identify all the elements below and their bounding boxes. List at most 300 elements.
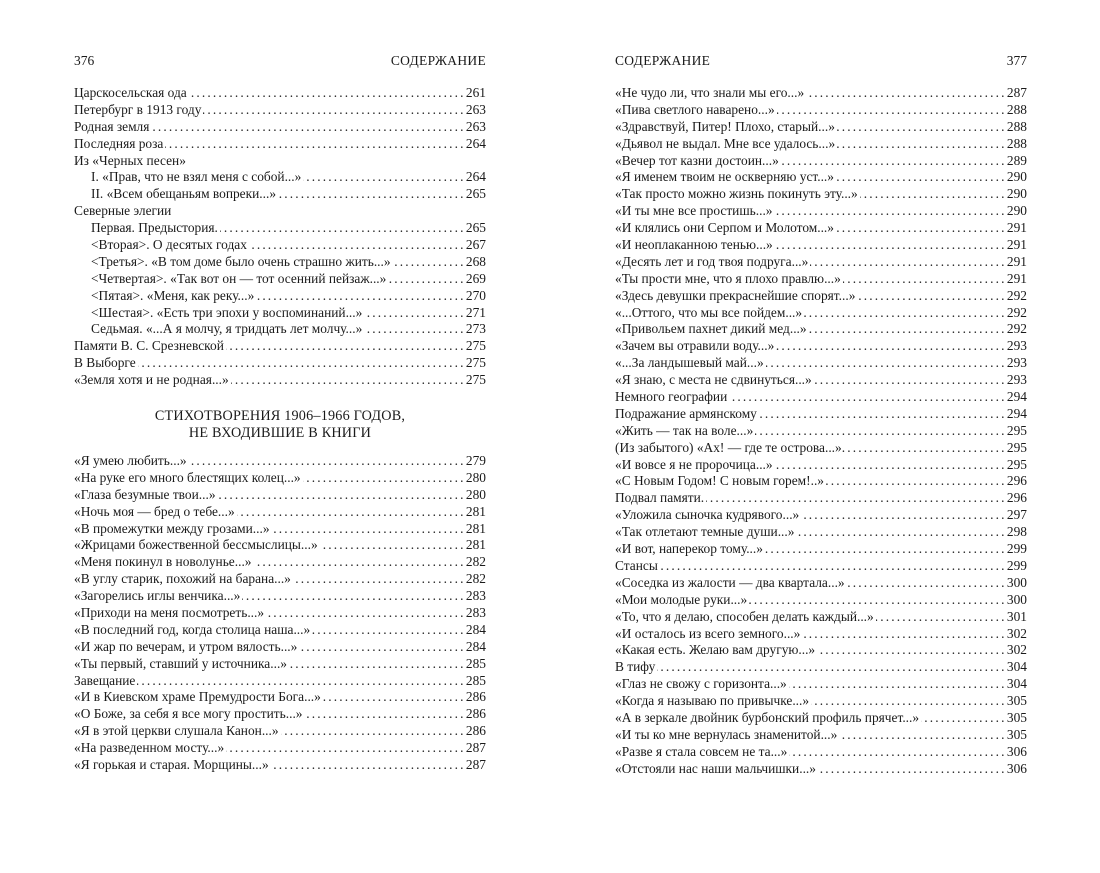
toc-entry-page: 293 (1006, 372, 1027, 388)
toc-entry-page: 288 (1006, 118, 1027, 134)
toc-entry (74, 355, 486, 372)
dot-leader (775, 457, 1004, 474)
toc-entry-title: «Так отлетают темные души...» (615, 524, 795, 540)
dot-leader (220, 220, 463, 237)
toc-entry-title: «А в зеркале двойник бурбонский профиль прячет...» (615, 709, 920, 725)
toc-entry-title: «Вечер тот казни достоин...» (615, 152, 779, 168)
toc-list (615, 85, 1027, 778)
toc-entry-title: «И жар по вечерам, и утром вялость...» (74, 638, 298, 654)
toc-entry (74, 453, 486, 470)
toc-entry-title: «В промежутки между грозами...» (74, 520, 270, 536)
toc-entry-title: «На руке его много блестящих колец...» (74, 469, 301, 485)
toc-entry (615, 406, 1027, 423)
toc-entry (615, 254, 1027, 271)
dot-leader (789, 744, 1004, 761)
toc-entry (615, 507, 1027, 524)
dot-leader (843, 271, 1004, 288)
dot-leader (254, 554, 463, 571)
toc-entry (74, 504, 486, 521)
toc-entry-page: 293 (1006, 338, 1027, 354)
dot-leader (303, 470, 463, 487)
toc-entry-title: «Ты первый, ставший у источника...» (74, 655, 287, 671)
toc-entry-page: 271 (465, 304, 486, 320)
toc-entry-title: «И ты ко мне вернулась знаменитой...» (615, 726, 838, 742)
toc-entry-page: 300 (1006, 574, 1027, 590)
dot-leader (860, 186, 1004, 203)
dot-leader (303, 169, 463, 186)
toc-entry-title: «Ночь моя — бред о тебе...» (74, 503, 235, 519)
toc-entry-title: «Здесь девушки прекраснейшие спорят...» (615, 287, 856, 303)
toc-entry-title: «Меня покинул в новолунье...» (74, 554, 252, 570)
section-title-line2: НЕ ВХОДИВШИЕ В КНИГИ (188, 425, 372, 441)
toc-entry (615, 169, 1027, 186)
toc-entry-page: 264 (465, 135, 486, 151)
toc-entry-title: «Когда я называю по привычке...» (615, 693, 810, 709)
toc-entry (74, 85, 486, 102)
dot-leader (237, 504, 463, 521)
toc-entry (74, 673, 486, 690)
toc-entry (615, 203, 1027, 220)
toc-entry-page: 287 (465, 757, 486, 773)
dot-leader (242, 588, 463, 605)
toc-entry (615, 355, 1027, 372)
dot-leader (281, 723, 463, 740)
toc-entry (615, 85, 1027, 102)
dot-leader (775, 237, 1004, 254)
toc-entry-title: «В последний год, когда столица наша...» (74, 621, 311, 637)
toc-entry-title: «Я знаю, с места не сдвинуться...» (615, 372, 812, 388)
toc-entry (74, 588, 486, 605)
toc-entry (615, 423, 1027, 440)
toc-entry-title: Подражание армянскому (615, 405, 757, 421)
dot-leader (837, 119, 1004, 136)
left-running-head (74, 53, 486, 71)
toc-entry-title: Завещание (74, 672, 136, 688)
toc-entry (74, 220, 486, 237)
toc-entry-title: «Глаз не свожу с горизонта...» (615, 676, 787, 692)
dot-leader (921, 710, 1004, 727)
toc-entry (74, 723, 486, 740)
dot-leader (839, 727, 1004, 744)
toc-group-heading (74, 153, 486, 170)
toc-entry (615, 389, 1027, 406)
toc-entry-title: Подвал памяти. (615, 490, 705, 506)
toc-entry (615, 102, 1027, 119)
toc-entry-title: «...Оттого, что мы все пойдем...» (615, 304, 803, 320)
toc-entry-page: 288 (1006, 135, 1027, 151)
toc-entry-page: 302 (1006, 642, 1027, 658)
toc-entry (615, 592, 1027, 609)
dot-leader (811, 693, 1004, 710)
toc-entry-page: 268 (465, 253, 486, 269)
toc-entry (74, 757, 486, 774)
toc-entry-page: 292 (1006, 304, 1027, 320)
toc-entry-page: 299 (1006, 541, 1027, 557)
toc-entry-title: Немного географии (615, 389, 728, 405)
toc-entry (74, 656, 486, 673)
toc-entry (615, 237, 1027, 254)
toc-entry (74, 622, 486, 639)
toc-entry-title: «Какая есть. Желаю вам другую...» (615, 642, 816, 658)
dot-leader (249, 237, 463, 254)
toc-entry-page: 295 (1006, 456, 1027, 472)
dot-leader (305, 706, 463, 723)
dot-leader (226, 740, 463, 757)
toc-list-section (74, 453, 486, 774)
toc-entry-page: 281 (465, 537, 486, 553)
dot-leader (729, 389, 1004, 406)
dot-leader (289, 656, 463, 673)
toc-entry-title: «О Боже, за себя я все могу простить...» (74, 706, 303, 722)
toc-entry-page: 287 (465, 740, 486, 756)
dot-leader (231, 372, 463, 389)
toc-entry-page: 286 (465, 706, 486, 722)
toc-entry-title: «Дьявол не выдал. Мне все удалось...» (615, 135, 836, 151)
toc-entry-page: 275 (465, 372, 486, 388)
right-running-head (615, 53, 1027, 71)
toc-entry-title: «Мои молодые руки...» (615, 591, 748, 607)
toc-entry-title: «Соседка из жалости — два квартала...» (615, 574, 845, 590)
toc-entry (74, 521, 486, 538)
dot-leader (256, 288, 463, 305)
toc-entry (615, 372, 1027, 389)
dot-leader (266, 605, 463, 622)
toc-entry-title: «Земля хотя и не родная...» (74, 372, 229, 388)
toc-entry (615, 744, 1027, 761)
toc-entry-title: Стансы (615, 557, 658, 573)
toc-entry-page: 281 (465, 503, 486, 519)
toc-entry-page: 275 (465, 355, 486, 371)
dot-leader (857, 288, 1004, 305)
toc-entry-page: 291 (1006, 220, 1027, 236)
dot-leader (802, 626, 1004, 643)
toc-entry-title: «Жить — так на воле...» (615, 422, 754, 438)
toc-entry-page: 302 (1006, 625, 1027, 641)
dot-leader (749, 592, 1004, 609)
toc-entry-page: 263 (465, 101, 486, 117)
toc-entry-title: «С Новым Годом! С новым горем!..» (615, 473, 824, 489)
toc-entry (74, 470, 486, 487)
toc-entry-title: Петербург в 1913 году (74, 101, 202, 117)
dot-leader (278, 186, 463, 203)
dot-leader (804, 305, 1004, 322)
page-number: 377 (1006, 53, 1027, 68)
dot-leader (706, 490, 1004, 507)
toc-entry-title: <Вторая>. О десятых годах (91, 237, 247, 253)
toc-entry (615, 186, 1027, 203)
toc-entry (615, 626, 1027, 643)
dot-leader (388, 271, 463, 288)
toc-entry (615, 321, 1027, 338)
toc-entry-title: «На разведенном мосту...» (74, 740, 225, 756)
toc-entry-title: «Я горькая и старая. Морщины...» (74, 757, 269, 773)
dot-leader (826, 473, 1004, 490)
dot-leader (151, 119, 463, 136)
toc-entry-page: 290 (1006, 186, 1027, 202)
toc-entry-title: «И осталось из всего земного...» (615, 625, 801, 641)
toc-entry-title: «Загорелись иглы венчика...» (74, 588, 241, 604)
toc-entry-page: 305 (1006, 693, 1027, 709)
toc-entry-page: 283 (465, 588, 486, 604)
toc-entry-page: 275 (465, 338, 486, 354)
toc-entry-title: «То, что я делаю, способен делать каждый...» (615, 608, 874, 624)
dot-leader (781, 153, 1004, 170)
toc-entry-page: 290 (1006, 169, 1027, 185)
dot-leader (137, 673, 463, 690)
toc-entry (615, 558, 1027, 575)
dot-leader (847, 440, 1004, 457)
toc-entry-title: «Приходи на меня посмотреть...» (74, 605, 265, 621)
toc-entry-title: В тифу (615, 659, 656, 675)
dot-leader (660, 558, 1004, 575)
toc-entry-title: «Привольем пахнет дикий мед...» (615, 321, 807, 337)
section-title-line1: СТИХОТВОРЕНИЯ 1906–1966 ГОДОВ, (154, 408, 406, 424)
toc-entry-page: 293 (1006, 355, 1027, 371)
toc-entry (615, 473, 1027, 490)
toc-entry (74, 321, 486, 338)
dot-leader (218, 487, 463, 504)
toc-entry-title: «Уложила сыночка кудрявого...» (615, 507, 800, 523)
running-title: СОДЕРЖАНИЕ (615, 53, 711, 68)
toc-entry (615, 490, 1027, 507)
toc-entry (74, 487, 486, 504)
toc-entry-title: (Из забытого) «Ах! — где те острова...». (615, 439, 846, 455)
dot-leader (836, 169, 1004, 186)
toc-entry (615, 457, 1027, 474)
toc-entry-title: Царскосельская ода (74, 85, 187, 100)
toc-entry (615, 693, 1027, 710)
toc-entry (74, 136, 486, 153)
toc-entry-title: «Я в этой церкви слушала Канон...» (74, 723, 279, 739)
dot-leader (776, 338, 1004, 355)
toc-entry-page: 282 (465, 554, 486, 570)
toc-entry (615, 271, 1027, 288)
toc-entry-page: 265 (465, 186, 486, 202)
toc-entry-title: «Отстояли нас наши мальчишки...» (615, 760, 816, 776)
toc-entry (615, 642, 1027, 659)
toc-entry-page: 269 (465, 270, 486, 286)
toc-entry-page: 285 (465, 672, 486, 688)
toc-entry-page: 304 (1006, 659, 1027, 675)
toc-entry-title: <Четвертая>. «Так вот он — тот осенний пейзаж...» (91, 270, 387, 286)
toc-entry-title: «И вот, наперекор тому...» (615, 541, 763, 557)
toc-entry-title: Первая. Предыстория. (91, 220, 218, 236)
toc-entry-title: «Ты прости мне, что я плохо правлю...» (615, 270, 841, 286)
toc-entry-page: 264 (465, 169, 486, 185)
toc-entry-title: <Пятая>. «Меня, как реку...» (91, 287, 255, 303)
dot-leader (847, 575, 1004, 592)
toc-entry-title: <Третья>. «В том доме было очень страшно жить...» (91, 253, 391, 269)
dot-leader (814, 372, 1004, 389)
toc-entry-page: 265 (465, 220, 486, 236)
running-title: СОДЕРЖАНИЕ (390, 53, 486, 68)
dot-leader (806, 85, 1004, 102)
toc-entry-title: «Я умею любить...» (74, 453, 187, 468)
toc-entry-title: Памяти В. С. Срезневской (74, 338, 224, 354)
toc-entry-page: 280 (465, 486, 486, 502)
toc-entry-page: 261 (465, 85, 486, 100)
dot-leader (299, 639, 463, 656)
toc-entry-page: 282 (465, 571, 486, 587)
toc-list-top (74, 85, 486, 389)
toc-entry-page: 294 (1006, 405, 1027, 421)
toc-entry (74, 254, 486, 271)
toc-entry-page: 300 (1006, 591, 1027, 607)
toc-entry-title: II. «Всем обещаньям вопреки...» (91, 186, 277, 202)
toc-entry-page: 292 (1006, 321, 1027, 337)
toc-entry-title: Последняя роза (74, 135, 164, 151)
dot-leader (320, 537, 463, 554)
toc-entry-page: 301 (1006, 608, 1027, 624)
toc-entry (74, 271, 486, 288)
toc-entry-page: 296 (1006, 490, 1027, 506)
toc-entry (74, 605, 486, 622)
toc-entry-title: «И в Киевском храме Премудрости Бога...» (74, 689, 321, 705)
toc-entry-page: 295 (1006, 422, 1027, 438)
dot-leader (810, 254, 1004, 271)
toc-entry-page: 304 (1006, 676, 1027, 692)
toc-entry-title: «И ты мне все простишь...» (615, 203, 773, 219)
toc-entry (74, 689, 486, 706)
dot-leader (657, 659, 1004, 676)
toc-entry-title: Из «Черных песен» (74, 152, 186, 168)
toc-entry (74, 119, 486, 136)
toc-entry (615, 761, 1027, 778)
toc-entry-title: Родная земля (74, 118, 150, 134)
toc-entry-page: 284 (465, 638, 486, 654)
toc-entry-title: Седьмая. «...А я молчу, я тридцать лет молчу...» (91, 321, 363, 337)
toc-entry-page: 267 (465, 237, 486, 253)
toc-entry-title: «Десять лет и год твоя подруга...» (615, 253, 809, 269)
toc-entry-page: 270 (465, 287, 486, 303)
dot-leader (876, 609, 1004, 626)
toc-entry-page: 295 (1006, 439, 1027, 455)
dot-leader (801, 507, 1004, 524)
toc-entry-page: 292 (1006, 287, 1027, 303)
toc-entry-page: 280 (465, 469, 486, 485)
dot-leader (789, 676, 1004, 693)
toc-entry (74, 288, 486, 305)
dot-leader (755, 423, 1004, 440)
toc-entry-page: 291 (1006, 253, 1027, 269)
dot-leader (836, 220, 1004, 237)
toc-entry-page: 298 (1006, 524, 1027, 540)
toc-entry-page: 297 (1006, 507, 1027, 523)
toc-entry-page: 291 (1006, 237, 1027, 253)
toc-entry-title: «Так просто можно жизнь покинуть эту...» (615, 186, 858, 202)
dot-leader (165, 136, 463, 153)
toc-entry (74, 169, 486, 186)
dot-leader (189, 85, 463, 102)
toc-entry (615, 220, 1027, 237)
toc-entry-title: «Не чудо ли, что знали мы его...» (615, 85, 805, 100)
toc-entry-title: «Зачем вы отравили воду...» (615, 338, 775, 354)
toc-entry-page: 286 (465, 723, 486, 739)
toc-entry-page: 288 (1006, 101, 1027, 117)
dot-leader (765, 541, 1004, 558)
toc-entry-title: «Пива светлого наварено...» (615, 101, 775, 117)
dot-leader (293, 571, 463, 588)
dot-leader (203, 102, 462, 119)
toc-entry (74, 639, 486, 656)
toc-entry (615, 609, 1027, 626)
toc-entry-page: 291 (1006, 270, 1027, 286)
toc-entry (615, 710, 1027, 727)
toc-entry-title: «...За ландышевый май...» (615, 355, 764, 371)
toc-entry-page: 279 (465, 453, 486, 468)
toc-entry-page: 286 (465, 689, 486, 705)
dot-leader (818, 761, 1004, 778)
toc-entry-page: 263 (465, 118, 486, 134)
toc-entry-page: 285 (465, 655, 486, 671)
page-number: 376 (74, 53, 95, 68)
dot-leader (837, 136, 1004, 153)
toc-entry-page: 289 (1006, 152, 1027, 168)
dot-leader (271, 757, 463, 774)
toc-entry-title: Северные элегии (74, 203, 172, 219)
toc-entry (615, 288, 1027, 305)
toc-entry-title: «И клялись они Серпом и Молотом...» (615, 220, 834, 236)
toc-entry-title: «Здравствуй, Питер! Плохо, старый...» (615, 118, 835, 134)
toc-entry-page: 284 (465, 621, 486, 637)
toc-entry (74, 554, 486, 571)
toc-entry-page: 287 (1006, 85, 1027, 100)
toc-entry-title: «Разве я стала совсем не та...» (615, 743, 788, 759)
toc-entry (615, 659, 1027, 676)
toc-entry (74, 305, 486, 322)
toc-entry (615, 136, 1027, 153)
toc-entry (615, 440, 1027, 457)
toc-entry (615, 676, 1027, 693)
toc-entry-page: 306 (1006, 760, 1027, 776)
toc-entry (615, 524, 1027, 541)
toc-entry-page: 273 (465, 321, 486, 337)
toc-entry (74, 372, 486, 389)
dot-leader (393, 254, 463, 271)
toc-entry-title: «И неоплаканною тенью...» (615, 237, 773, 253)
dot-leader (817, 642, 1004, 659)
dot-leader (364, 321, 463, 338)
section-title (74, 408, 486, 442)
dot-leader (226, 338, 463, 355)
dot-leader (796, 524, 1003, 541)
toc-entry-title: «Я именем твоим не оскверняю уст...» (615, 169, 834, 185)
toc-entry-page: 299 (1006, 557, 1027, 573)
toc-entry-title: «В углу старик, похожий на барана...» (74, 571, 291, 587)
toc-entry (74, 740, 486, 757)
toc-entry-page: 305 (1006, 709, 1027, 725)
toc-entry-page: 306 (1006, 743, 1027, 759)
toc-entry (74, 102, 486, 119)
toc-entry-title: I. «Прав, что не взял меня с собой...» (91, 169, 302, 185)
dot-leader (189, 453, 463, 470)
dot-leader (777, 102, 1004, 119)
toc-entry (615, 338, 1027, 355)
dot-leader (809, 321, 1004, 338)
dot-leader (759, 406, 1004, 423)
toc-entry (74, 338, 486, 355)
toc-entry-title: «И вовсе я не пророчица...» (615, 456, 773, 472)
toc-entry (615, 153, 1027, 170)
dot-leader (364, 305, 463, 322)
toc-entry-title: «Жрицами божественной бессмыслицы...» (74, 537, 318, 553)
toc-group-heading (74, 203, 486, 220)
toc-entry (615, 305, 1027, 322)
dot-leader (312, 622, 463, 639)
toc-entry-title: <Шестая>. «Есть три эпохи у воспоминаний...» (91, 304, 363, 320)
toc-entry-page: 290 (1006, 203, 1027, 219)
toc-entry (74, 237, 486, 254)
